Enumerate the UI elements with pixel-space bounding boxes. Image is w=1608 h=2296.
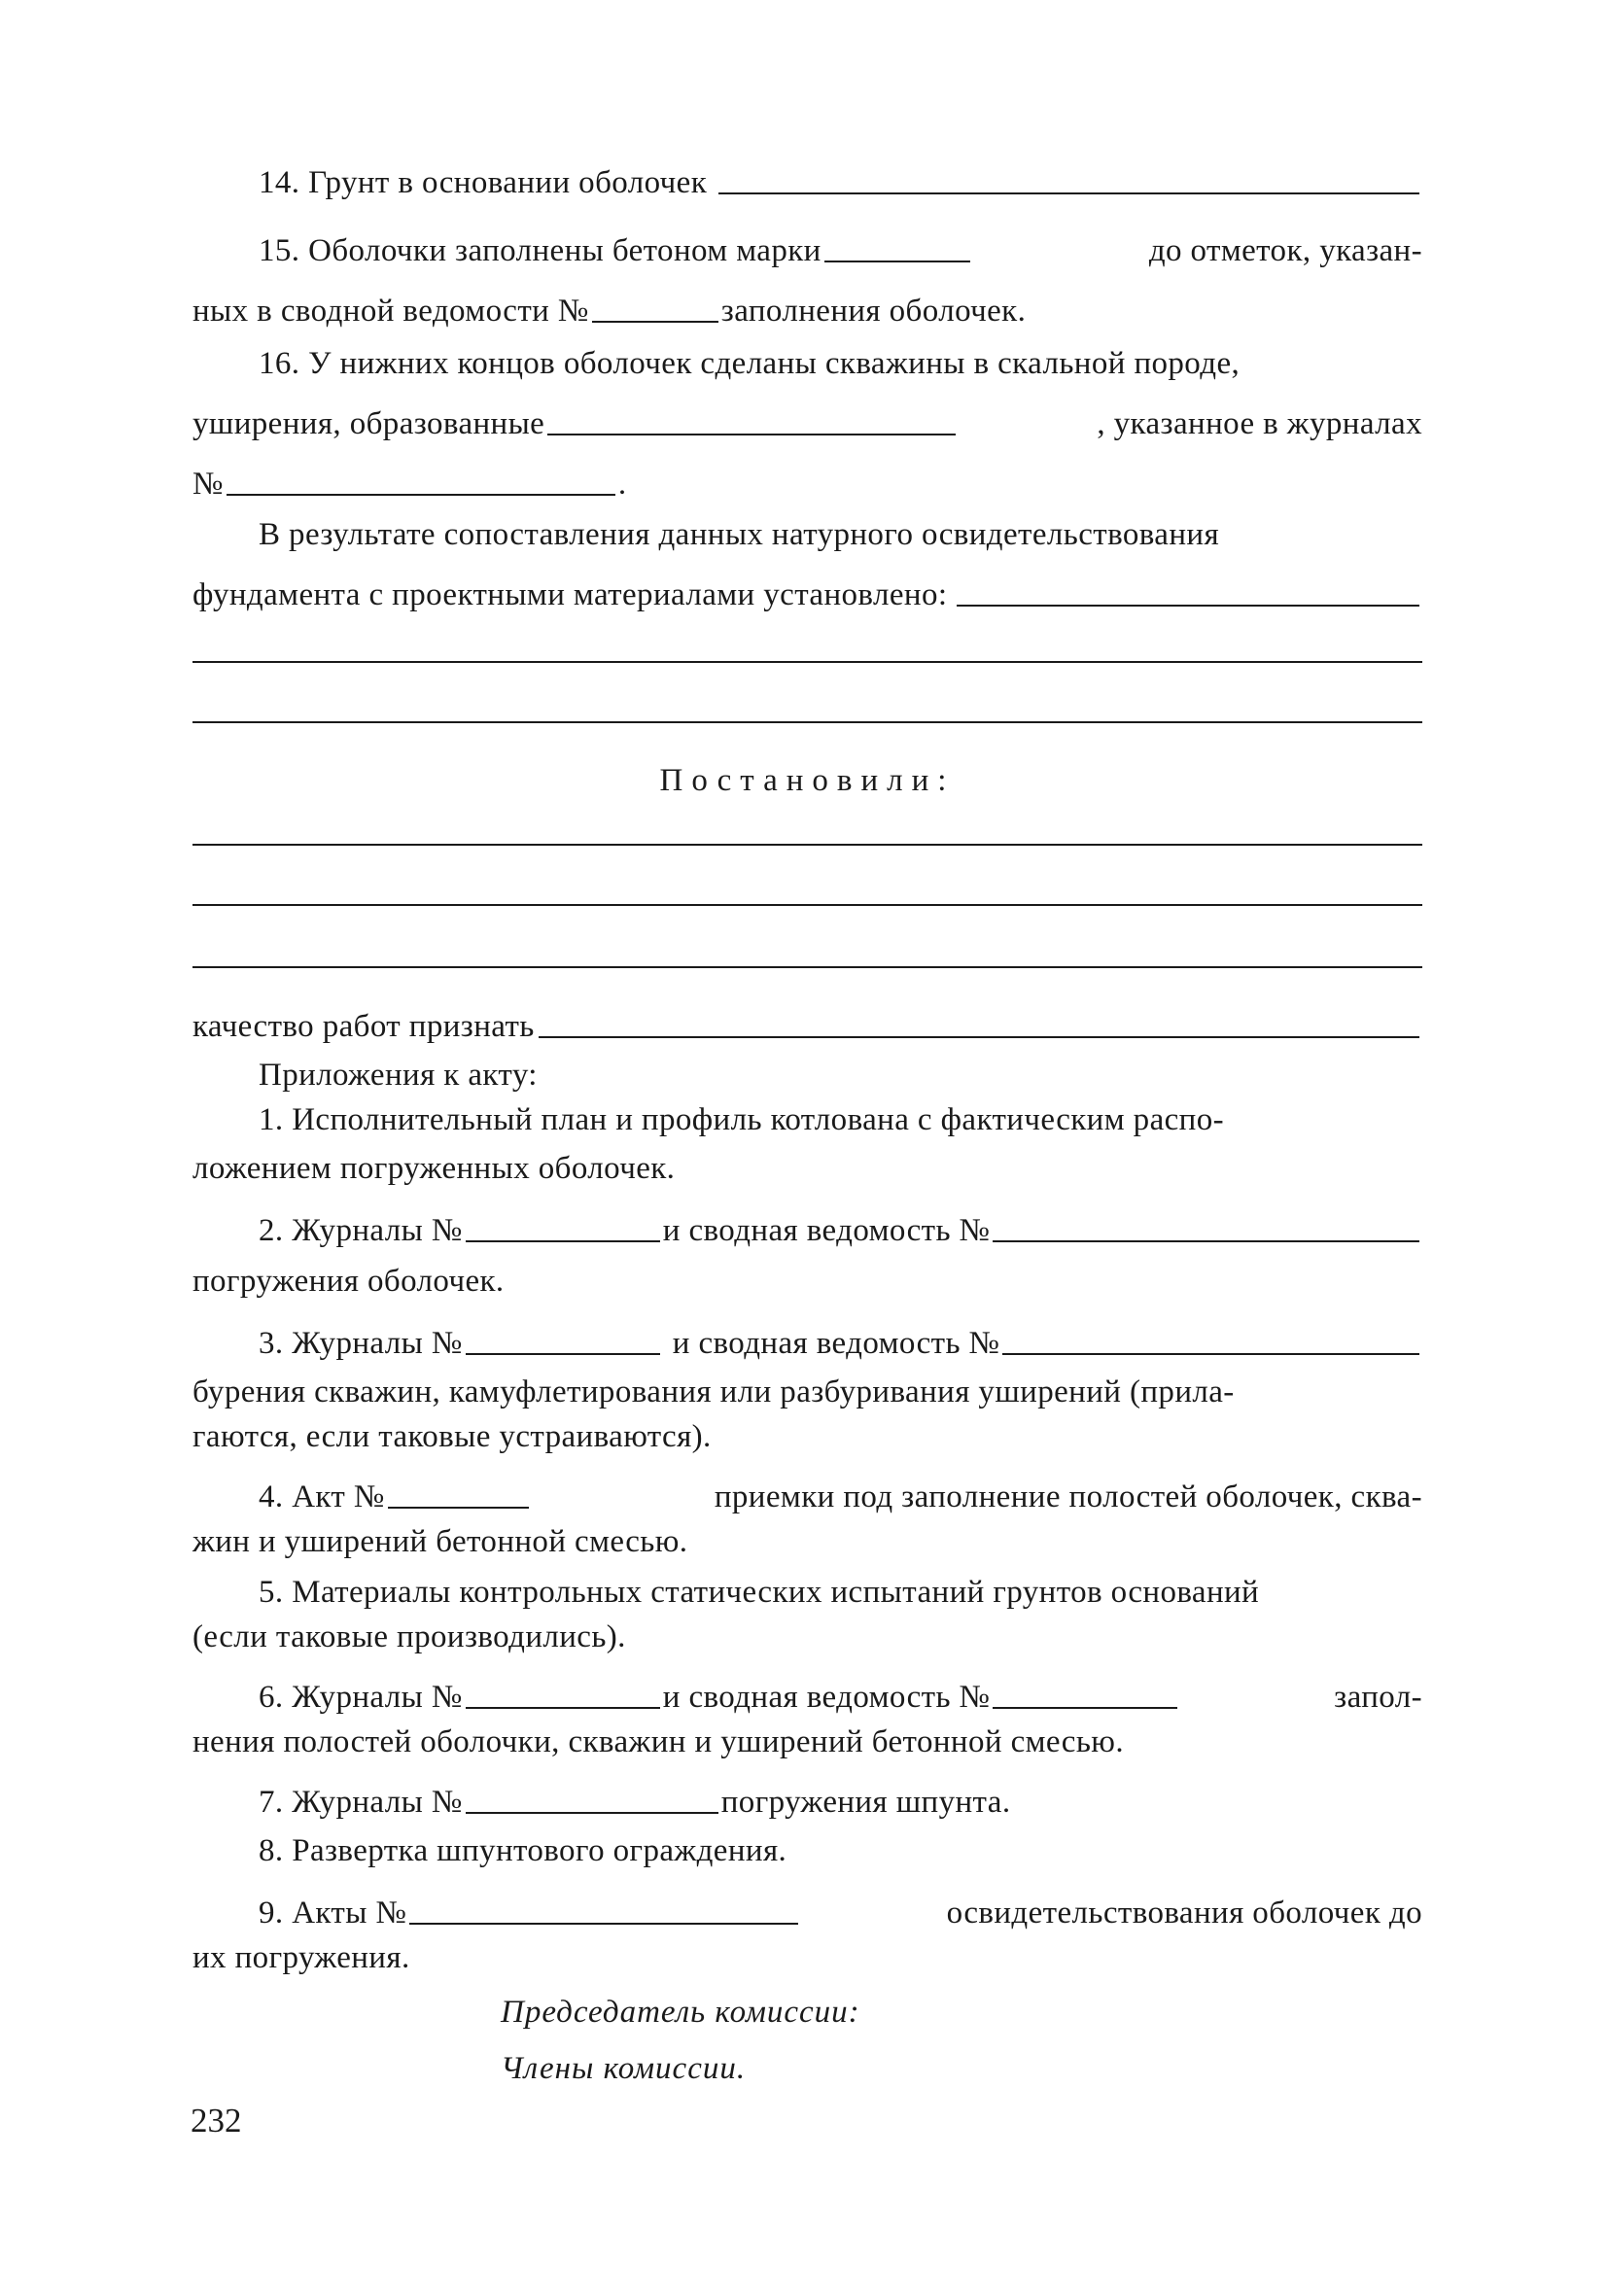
comparison-line-2 bbox=[192, 572, 1422, 618]
appendix-9-text-1: 9. Акты № bbox=[259, 1896, 407, 1931]
appendix-2-text-1: 2. Журналы № bbox=[259, 1213, 463, 1248]
appendix-3-line-2 bbox=[192, 1369, 1422, 1415]
appendix-2-text-2: и сводная ведомость № bbox=[662, 1213, 991, 1248]
appendix-1-line-1 bbox=[259, 1096, 1422, 1143]
appendix-7-text-2: погружения шпунта. bbox=[720, 1785, 1011, 1820]
item-15-line-1 bbox=[259, 227, 1422, 274]
appendix-3-text-3: бурения скважин, камуфлетирования или разбуривания уширений (прила- bbox=[192, 1374, 1235, 1409]
members-label: Члены комиссии. bbox=[501, 2051, 747, 2086]
comparison-text-1: В результате сопоставления данных натурного освидетельствования bbox=[259, 517, 1220, 552]
appendix-5-text-1: 5. Материалы контрольных статических испытаний грунтов оснований bbox=[259, 1575, 1260, 1610]
appendix-9-text-2: освидетельствования оболочек до bbox=[946, 1896, 1422, 1931]
appendix-4-line-1 bbox=[259, 1474, 1422, 1520]
appendix-9-line-1 bbox=[259, 1890, 1422, 1936]
item-14-text: 14. Грунт в основании оболочек bbox=[259, 165, 708, 200]
item-15-text-3: ных в сводной ведомости № bbox=[192, 294, 589, 329]
appendix-4-line-2 bbox=[192, 1518, 1422, 1565]
appendix-4-text-1: 4. Акт № bbox=[259, 1479, 385, 1514]
appendix-8-line-1 bbox=[259, 1827, 1422, 1874]
appendix-1-text-1: 1. Исполнительный план и профиль котлована с фактическим распо- bbox=[259, 1102, 1225, 1137]
item-16-line-3 bbox=[192, 461, 1422, 507]
fill-line bbox=[547, 434, 956, 435]
blank-rule bbox=[192, 966, 1422, 968]
appendices-title: Приложения к акту: bbox=[259, 1058, 538, 1093]
appendix-5-line-1 bbox=[259, 1569, 1422, 1616]
fill-line bbox=[993, 1240, 1419, 1242]
item-15-text-4: заполнения оболочек. bbox=[720, 294, 1027, 329]
blank-rule bbox=[192, 844, 1422, 846]
fill-line bbox=[227, 494, 615, 496]
appendix-6-line-2 bbox=[192, 1719, 1422, 1765]
fill-line bbox=[466, 1353, 660, 1355]
appendix-6-text-3: запол- bbox=[1334, 1680, 1422, 1715]
appendix-3-text-4: гаются, если таковые устраиваются). bbox=[192, 1419, 712, 1454]
appendix-1-text-2: ложением погруженных оболочек. bbox=[192, 1151, 676, 1186]
blank-rule bbox=[192, 904, 1422, 906]
appendix-5-text-2: (если таковые производились). bbox=[192, 1619, 626, 1654]
comparison-line-1 bbox=[259, 511, 1422, 558]
quality-text: качество работ признать bbox=[192, 1009, 535, 1044]
item-16-text-4: № bbox=[192, 467, 224, 502]
item-16-text-1: 16. У нижних концов оболочек сделаны скважины в скальной породе, bbox=[259, 346, 1241, 381]
appendix-4-text-3: жин и уширений бетонной смесью. bbox=[192, 1524, 688, 1559]
appendix-4-text-2: приемки под заполнение полостей оболочек, сква- bbox=[714, 1479, 1422, 1514]
item-16-line-1 bbox=[259, 340, 1422, 387]
item-16-text-2: уширения, образованные bbox=[192, 406, 545, 441]
appendix-1-line-2 bbox=[192, 1145, 1422, 1192]
fill-line bbox=[957, 605, 1419, 607]
fill-line bbox=[1002, 1353, 1419, 1355]
quality-line bbox=[192, 1003, 1422, 1050]
appendices-title-line bbox=[259, 1052, 1422, 1098]
item-15-text-2: до отметок, указан- bbox=[1148, 233, 1422, 268]
appendix-3-text-2: и сводная ведомость № bbox=[672, 1326, 1000, 1361]
blank-rule bbox=[192, 721, 1422, 723]
appendix-3-line-3 bbox=[192, 1413, 1422, 1460]
fill-line bbox=[592, 321, 718, 323]
fill-line bbox=[409, 1923, 798, 1925]
fill-line bbox=[993, 1707, 1177, 1709]
appendix-7-line-1 bbox=[259, 1779, 1422, 1826]
item-16-text-3: , указанное в журналах bbox=[1097, 406, 1422, 441]
appendix-9-text-3: их погружения. bbox=[192, 1940, 410, 1975]
appendix-6-text-2: и сводная ведомость № bbox=[662, 1680, 991, 1715]
item-15-text-1: 15. Оболочки заполнены бетоном марки bbox=[259, 233, 821, 268]
appendix-6-line-1 bbox=[259, 1674, 1422, 1721]
fill-line bbox=[824, 261, 970, 262]
appendix-9-line-2 bbox=[192, 1934, 1422, 1981]
appendix-3-line-1 bbox=[259, 1320, 1422, 1367]
fill-line bbox=[466, 1812, 718, 1814]
item-15-line-2 bbox=[192, 288, 1422, 334]
page-number: 232 bbox=[191, 2102, 242, 2139]
chairman-label: Председатель комиссии: bbox=[501, 1995, 860, 2030]
fill-line bbox=[388, 1507, 529, 1509]
appendix-6-text-4: нения полостей оболочки, скважин и уширений бетонной смесью. bbox=[192, 1724, 1124, 1759]
fill-line bbox=[466, 1707, 660, 1709]
resolution-heading: Постановили: bbox=[659, 763, 956, 798]
appendix-2-line-1 bbox=[259, 1207, 1422, 1254]
fill-line bbox=[466, 1240, 660, 1242]
blank-rule bbox=[192, 661, 1422, 663]
fill-line bbox=[539, 1036, 1419, 1038]
appendix-5-line-2 bbox=[192, 1614, 1422, 1660]
comparison-text-2: фундамента с проектными материалами установлено: bbox=[192, 577, 948, 612]
item-16-text-5: . bbox=[617, 467, 627, 502]
appendix-2-line-2 bbox=[192, 1258, 1422, 1305]
item-14-line bbox=[259, 159, 1422, 206]
appendix-2-text-3: погружения оболочек. bbox=[192, 1264, 505, 1299]
appendix-3-text-1: 3. Журналы № bbox=[259, 1326, 463, 1361]
appendix-8-text-1: 8. Развертка шпунтового ограждения. bbox=[259, 1833, 787, 1868]
appendix-7-text-1: 7. Журналы № bbox=[259, 1785, 463, 1820]
item-16-line-2 bbox=[192, 400, 1422, 447]
appendix-6-text-1: 6. Журналы № bbox=[259, 1680, 463, 1715]
fill-line bbox=[718, 192, 1419, 194]
